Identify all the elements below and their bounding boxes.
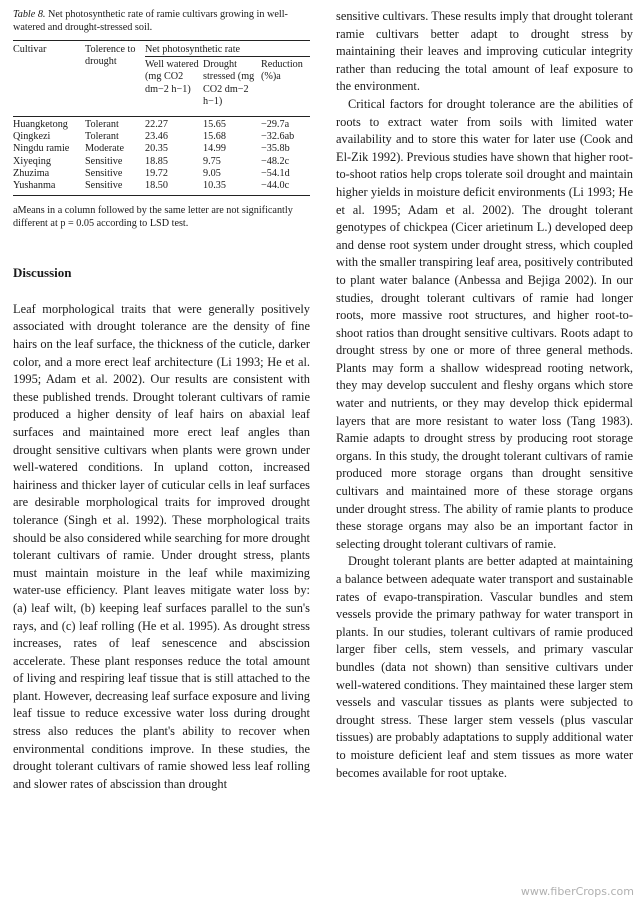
cell-stressed: 14.99 — [203, 143, 226, 155]
cell-well: 18.50 — [145, 180, 168, 192]
right-column — [336, 8, 633, 782]
cell-cultivar: Xiyeqing — [13, 155, 51, 167]
cell-reduction: −32.6ab — [261, 131, 295, 143]
cell-cultivar: Ningdu ramie — [13, 143, 70, 155]
cell-tolerance: Tolerant — [85, 119, 119, 131]
table-row — [13, 117, 310, 132]
cell-stressed: 10.35 — [203, 180, 226, 192]
table-caption-label: Table 8. — [13, 9, 46, 20]
table-row — [13, 180, 310, 196]
cell-tolerance: Moderate — [85, 143, 125, 155]
paragraph-root-factors: Critical factors for drought tolerance are the abilities of roots to extract water from soils with limited water availability and to store this water for later use (Cook and El-Zik 1992). Previous studies have shown that higher root-to-shoot ratios help crops tolerate soil drought and maintain higher yields in moisture deficit environments (Li 1993; He et al. 1995; Adam et al. 2002). The drought tolerant genotypes of chickpea (Cicer arietinum L.) developed deep and dense root system under drought stress, which coupled with the smaller transpiring leaf area, positively contributed to plant water balance (Anbessa and Bejiga 2002). In our studies, drought tolerant cultivars of ramie had longer roots, more massive root structures, and higher root-to-shoot ratios than drought sensitive cultivars. Roots adapt to drought stress by one or more of three general methods. Plants may form a shallow widespread rooting network, they may develop succulent and fleshy organs which store water and nutrients, or they may develop thick epidermal layers that are more resistant to water loss (Tang 1983). Ramie adapts to drought stress by producing root storage organs. In this study, the drought tolerant cultivars of ramie produced more storage organs than drought sensitive cultivars and maintained more of these storage organs under drought stress. The ability of ramie plants to produce these storage organs may also be an important factor in selecting drought tolerant cultivars of ramie. — [336, 96, 633, 551]
watermark: www.fiberCrops.com — [520, 885, 634, 898]
header-group: Net photosynthetic rate — [145, 41, 310, 57]
cell-well: 22.27 — [145, 119, 168, 131]
cell-reduction: −35.8b — [261, 143, 290, 155]
header-drought-stressed: Drought stressed (mg CO2 dm−2 h−1) — [203, 59, 255, 107]
table-footnote: aMeans in a column followed by the same letter are not significantly different at p = 0.05 according to LSD test. — [13, 205, 293, 230]
header-tolerance: Tolerence to drought — [85, 44, 136, 68]
header-cultivar: Cultivar — [13, 44, 47, 55]
discussion-paragraph: Leaf morphological traits that were generally positively associated with drought tolerance are the density of fine hairs on the leaf surface, the thickness of the cuticle, darker color, and a more erect leaf architecture (Li 1993; He et al. 1995; Adam et al. 2002). Our results are consistent with these published trends. Drought tolerant cultivars of ramie produced a higher density of leaf hairs on abaxial leaf surfaces and maintained more erect leaf angles than drought sensitive cultivars when plants were grown under well-watered conditions. In upland cotton, increased hairiness and thicker layer of cuticular cells in leaf surfaces are desirable morphological traits for improved drought tolerance (Singh et al. 1992). These morphological traits should be also considered while searching for more drought tolerant cultivars of ramie. Under drought stress, plants must maintain moisture in the leaf while maximizing water-use efficiency. Plant leaves mitigate water loss by: (a) leaf wilt, (b) keeping leaf surfaces parallel to the sun's rays, and (c) leaf rolling (He et al. 1995). As drought stress increases, rates of leaf senescence and abscission accelerate. These plant responses reduce the total amount of living and respiring leaf tissue that is still attached to the plant. However, decreasing leaf surface exposure and living leaf tissue to reduce excessive water loss during drought stress also reduces the plant's ability to recover when environmental conditions improve. In these studies, the drought tolerant cultivars of ramie showed less leaf rolling and slower rates of abscission than drought — [13, 301, 310, 791]
paragraph-water-transport: Drought tolerant plants are better adapted at maintaining a balance between adequate water transport and sustainable rates of evapo-transpiration. Vascular bundles and stem vessels provide the primary pathway for water transport in plants. In our studies, tolerant cultivars of ramie produced larger fiber cells, stem vessels, and primary vascular bundles (data not shown) than sensitive cultivars under well-watered conditions. They maintained these larger stem vessels and vascular tissues as plants were subjected to drought stress. These larger stem vessels (plus vascular tissues) are probably adaptations to supply additional water to moisture deficient leaf and stem tissues as more water becomes available for root uptake. — [336, 554, 633, 780]
cell-stressed: 15.68 — [203, 131, 226, 143]
cell-tolerance: Sensitive — [85, 155, 123, 167]
photosynthesis-table — [13, 40, 310, 196]
cell-cultivar: Qingkezi — [13, 131, 51, 143]
cell-cultivar: Yushanma — [13, 180, 56, 192]
cell-cultivar: Huangketong — [13, 119, 68, 131]
cell-well: 23.46 — [145, 131, 168, 143]
cell-reduction: −29.7a — [261, 119, 290, 131]
table-row — [13, 156, 310, 168]
cell-stressed: 9.75 — [203, 155, 221, 167]
cell-tolerance: Sensitive — [85, 167, 123, 179]
paragraph-continued: sensitive cultivars. These results imply that drought tolerant ramie cultivars better adapt to drought stress by maintaining their leaves and improving cuticular integrity rather than reducing the total amount of leaf exposure to the environment. — [336, 9, 633, 94]
table-body — [13, 117, 310, 196]
table-row — [13, 131, 310, 143]
table-caption-text: Net photosynthetic rate of ramie cultivars growing in well-watered and drought-stressed soil. — [13, 9, 288, 33]
cell-reduction: −44.0c — [261, 180, 290, 192]
section-title: Discussion — [13, 265, 72, 281]
cell-well: 18.85 — [145, 155, 168, 167]
cell-well: 20.35 — [145, 143, 168, 155]
cell-cultivar: Zhuzima — [13, 167, 50, 179]
cell-reduction: −54.1d — [261, 167, 290, 179]
table-caption — [13, 8, 310, 34]
cell-well: 19.72 — [145, 167, 168, 179]
header-well-watered: Well watered (mg CO2 dm−2 h−1) — [145, 59, 199, 95]
cell-stressed: 9.05 — [203, 167, 221, 179]
cell-tolerance: Tolerant — [85, 131, 119, 143]
header-reduction: Reduction (%)a — [261, 59, 303, 83]
table-row — [13, 143, 310, 155]
cell-tolerance: Sensitive — [85, 180, 123, 192]
table-row — [13, 168, 310, 180]
cell-stressed: 15.65 — [203, 119, 226, 131]
cell-reduction: −48.2c — [261, 155, 290, 167]
left-column — [13, 8, 310, 793]
